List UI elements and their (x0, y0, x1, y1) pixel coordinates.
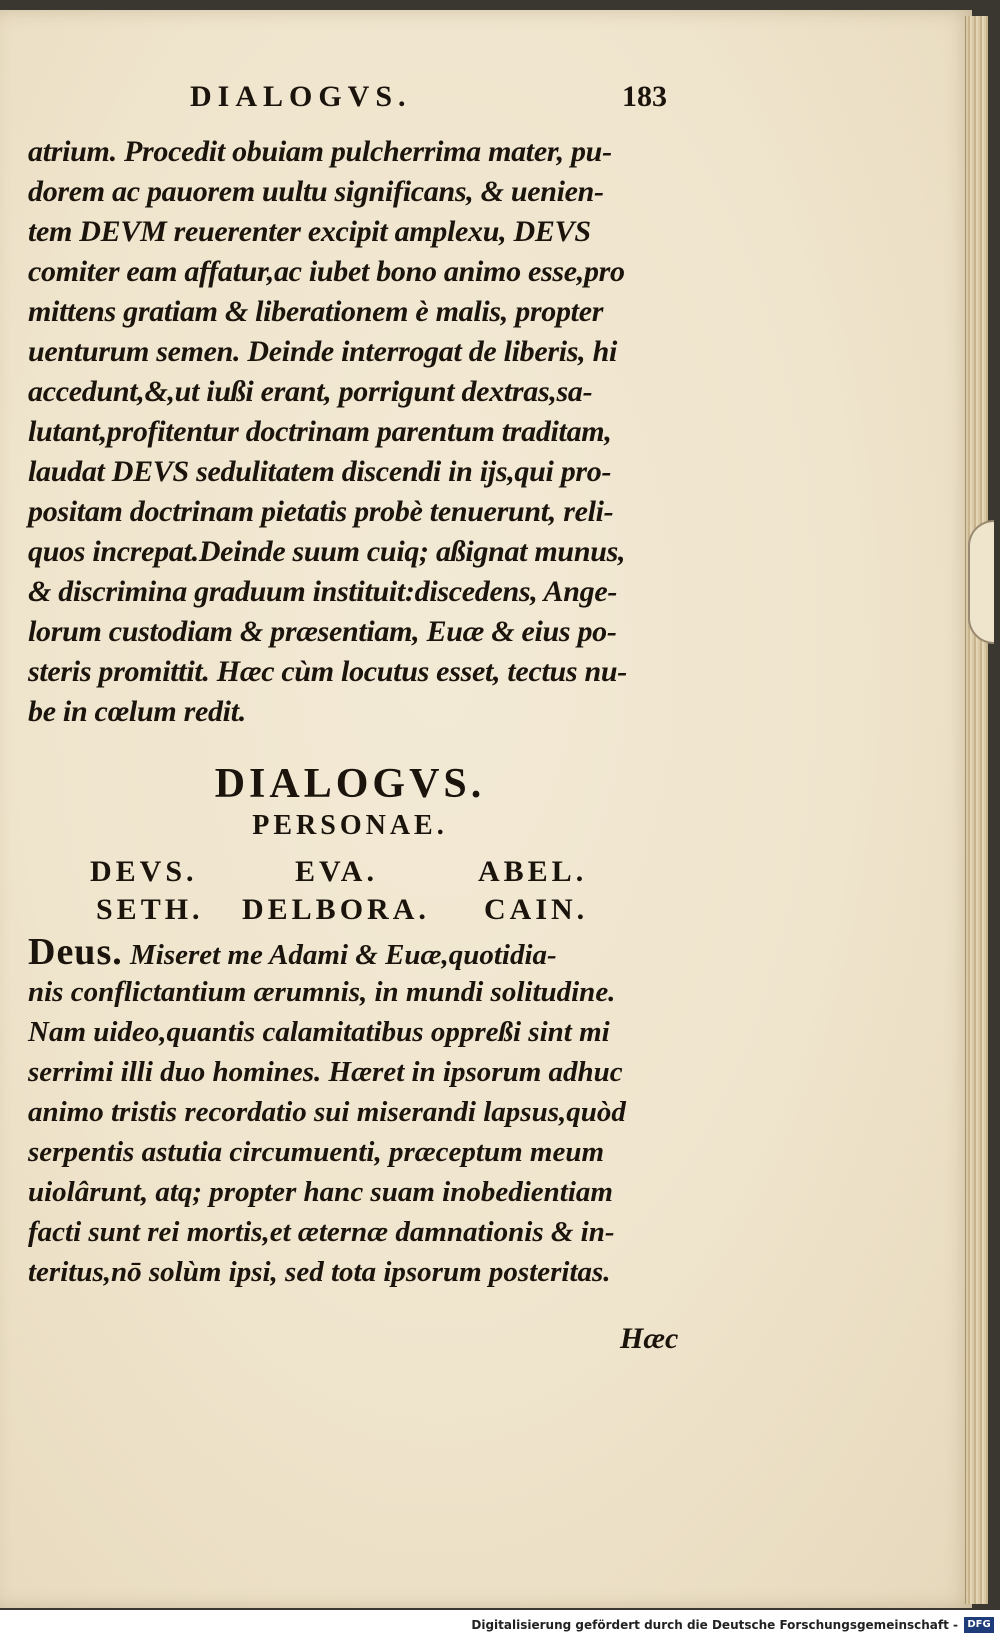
text-line: serpentis astutia circumuenti, præceptum meum (28, 1136, 605, 1168)
text-line: serrimi illi duo homines. Hæret in ipsorum adhuc (28, 1056, 623, 1088)
section-title: DIALOGVS. (214, 761, 486, 807)
text-line: mittens gratiam & liberationem è malis, propter (28, 295, 604, 328)
text-line: comiter eam affatur,ac iubet bono animo esse,pro (28, 255, 625, 288)
persona-name: DELBORA. (242, 893, 430, 926)
text-line: accedunt,&,ut iußi erant, porrigunt dextras,sa- (28, 375, 593, 408)
text-line: Nam uideo,quantis calamitatibus oppreßi sint mi (28, 1016, 610, 1048)
text-line: positam doctrinam pietatis probè tenuerunt, reli- (28, 495, 614, 528)
text-line: laudat DEVS sedulitatem discendi in ijs,qui pro- (28, 455, 612, 488)
funding-credit: Digitalisierung gefördert durch die Deutsche Forschungsgemeinschaft - (471, 1618, 958, 1632)
thumb-notch (968, 520, 994, 644)
text-line: lorum custodiam & præsentiam, Euæ & eius po- (28, 615, 617, 648)
persona-name: DEVS. (90, 855, 198, 888)
persona-name: CAIN. (484, 893, 589, 926)
page-number: 183 (622, 80, 667, 113)
text-line: steris promittit. Hæc cùm locutus esset, tectus nu- (28, 655, 627, 688)
persona-name: ABEL. (478, 855, 588, 888)
text-line: atrium. Procedit obuiam pulcherrima mater, pu- (28, 135, 612, 168)
text-line: uiolârunt, atq; propter hanc suam inobedientiam (28, 1176, 613, 1208)
text-line: nis conflictantium ærumnis, in mundi solitudine. (28, 976, 616, 1008)
personae-row (90, 893, 650, 933)
text-line: teritus,nō solùm ipsi, sed tota ipsorum posteritas. (28, 1256, 611, 1288)
page-header (0, 80, 680, 130)
personae-row (90, 855, 650, 895)
text-line: quos increpat.Deinde suum cuiq; aßignat munus, (28, 535, 626, 568)
body-paragraph (28, 132, 688, 732)
text-line: Miseret me Adami & Euæ,quotidia- (129, 939, 557, 971)
text-line: & discrimina graduum instituit:discedens, Ange- (28, 575, 618, 608)
text-line: tem DEVM reuerenter excipit amplexu, DEVS (28, 215, 591, 248)
persona-name: SETH. (96, 893, 204, 926)
text-line: facti sunt rei mortis,et æternæ damnationis & in- (28, 1216, 615, 1248)
speaker-label: Deus. (28, 931, 123, 973)
running-head: DIALOGVS. (190, 80, 412, 113)
persona-name: EVA. (295, 855, 378, 888)
dialogue-first-line (28, 932, 688, 972)
text-line: be in cœlum redit. (28, 695, 246, 728)
dialogue-passage (28, 932, 688, 1292)
catchword: Hæc (620, 1322, 679, 1355)
footer-bar (0, 1614, 1000, 1640)
text-line: dorem ac pauorem uultu significans, & uenien- (28, 175, 604, 208)
text-line: lutant,profitentur doctrinam parentum traditam, (28, 415, 612, 448)
personae-heading: PERSONAE. (252, 810, 448, 841)
text-line: animo tristis recordatio sui miserandi lapsus,quòd (28, 1096, 626, 1128)
page-edge (965, 16, 988, 1604)
dfg-logo: DFG (964, 1617, 994, 1633)
text-line: uenturum semen. Deinde interrogat de liberis, hi (28, 335, 617, 368)
